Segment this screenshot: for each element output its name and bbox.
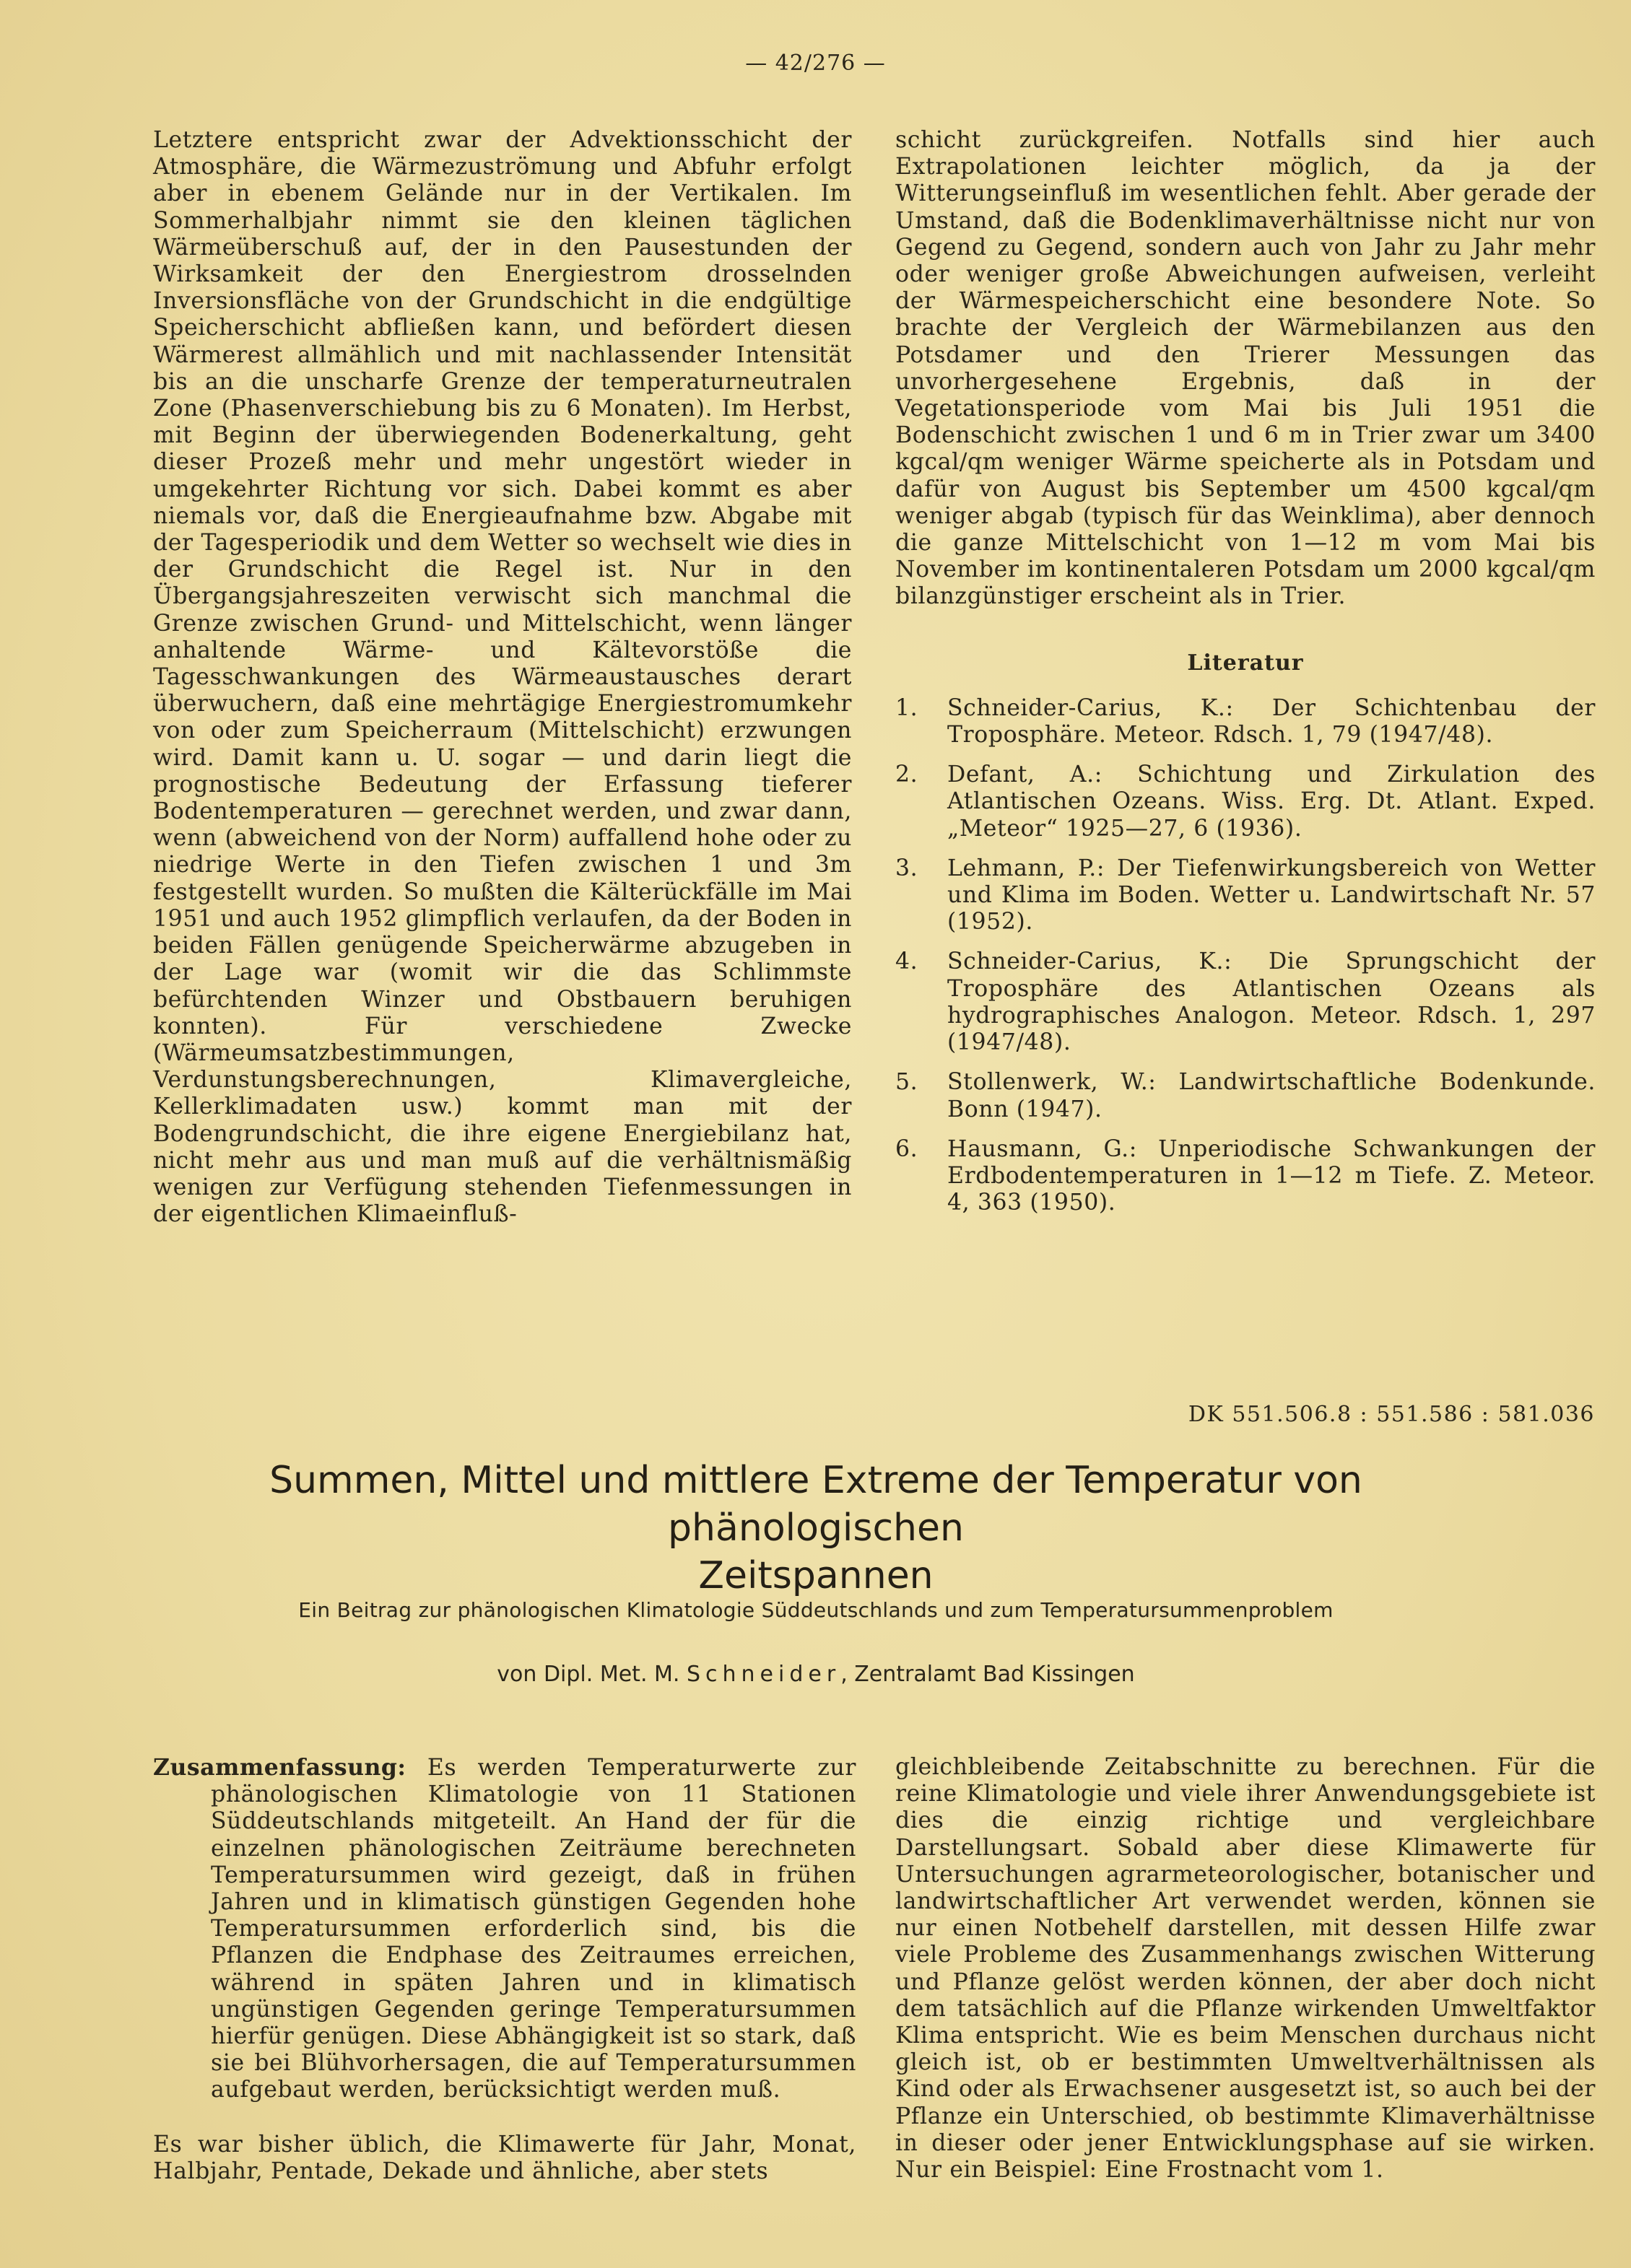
reference-number: 6.	[895, 1135, 918, 1162]
page-number: — 42/276 —	[745, 51, 886, 76]
abstract-label: Zusammenfassung:	[153, 1754, 406, 1781]
body-paragraph: Letztere entspricht zwar der Advektionsschicht der Atmosphäre, die Wärmezuströmung und Abfuhr erfolgt aber in ebenem Gelände nur in der Vertikalen. Im Sommerhalbjahr nimmt sie den kleinen täglichen Wärmeüberschuß auf, der in den Pausestunden der Wirksamkeit der den Energiestrom drosselnden Inversionsfläche von der Grundschicht in die endgültige Speicherschicht abfließen kann, und befördert diesen Wärmerest allmählich und mit nachlassender Intensität bis an die unscharfe Grenze der temperaturneutralen Zone (Phasenverschiebung bis zu 6 Monaten). Im Herbst, mit Beginn der überwiegenden Bodenerkaltung, geht dieser Prozeß mehr und mehr ungestört wieder in umgekehrter Richtung vor sich. Dabei kommt es aber niemals vor, daß die Energieaufnahme bzw. Abgabe mit der Tagesperiodik und dem Wetter so wechselt wie dies in der Grundschicht die Regel ist. Nur in den Übergangsjahreszeiten verwischt sich manchmal die Grenze zwischen Grund- und Mittelschicht, wenn länger anhaltende Wärme- und Kältevorstöße die Tagesschwankungen des Wärmeaustausches derart überwuchern, daß eine mehrtägige Energiestromumkehr von oder zum Speicherraum (Mittelschicht) erzwungen wird. Damit kann u. U. sogar — und darin liegt die prognostische Bedeutung der Erfassung tieferer Bodentemperaturen — gerechnet werden, und zwar dann, wenn (abweichend von der Norm) auffallend hohe oder zu niedrige Werte in den Tiefen zwischen 1 und 3m festgestellt wurden. So mußten die Kälterückfälle im Mai 1951 und auch 1952 glimpflich verlaufen, da der Boden in beiden Fällen genügende Speicherwärme abzugeben in der Lage war (womit wir die das Schlimmste befürchtenden Winzer und Obstbauern beruhigen konnten). Für verschiedene Zwecke (Wärmeumsatzbestimmungen, Verdunstungsberechnungen, Klimavergleiche, Kellerklimadaten usw.) kommt man mit der Bodengrundschicht, die ihre eigene Energiebilanz hat, nicht mehr aus und man muß auf die verhältnismäßig wenigen zur Verfügung stehenden Tiefenmessungen in der eigentlichen Klimaeinfluß-	[153, 127, 852, 1228]
reference-item	[895, 1136, 1596, 1217]
top-left-column	[153, 127, 852, 1228]
bottom-left-column	[153, 1754, 856, 2185]
reference-item	[895, 1069, 1596, 1122]
body-paragraph: schicht zurückgreifen. Notfalls sind hier auch Extrapolationen leichter möglich, da ja der Witterungseinfluß im wesentlichen fehlt. Aber gerade der Umstand, daß die Bodenklimaverhältnisse nicht nur von Gegend zu Gegend, sondern auch von Jahr zu Jahr mehr oder weniger große Abweichungen aufweisen, verleiht der Wärmespeicherschicht eine besondere Note. So brachte der Vergleich der Wärmebilanzen aus den Potsdamer und den Trierer Messungen das unvorhergesehene Ergebnis, daß in der Vegetationsperiode vom Mai bis Juli 1951 die Bodenschicht zwischen 1 und 6 m in Trier zwar um 3400 kgcal/qm weniger Wärme speicherte als in Potsdam und dafür von August bis September um 4500 kgcal/qm weniger abgab (typisch für das Weinklima), aber dennoch die ganze Mittelschicht von 1—12 m vom Mai bis November im kontinentaleren Potsdam um 2000 kgcal/qm bilanzgünstiger erscheint als in Trier.	[895, 127, 1596, 610]
reference-text: Defant, A.: Schichtung und Zirkulation des Atlantischen Ozeans. Wiss. Erg. Dt. Atlant. Exped. „Meteor“ 1925—27, 6 (1936).	[947, 762, 1596, 842]
article-title-line: Summen, Mittel und mittlere Extreme der Temperatur von phänologischen	[269, 1459, 1362, 1550]
byline-prefix: von Dipl. Met. M.	[497, 1662, 680, 1687]
body-paragraph: Es war bisher üblich, die Klimawerte für Jahr, Monat, Halbjahr, Pentade, Dekade und ähnliche, aber stets	[153, 2131, 856, 2184]
literature-heading: Literatur	[1187, 650, 1304, 676]
reference-item	[895, 762, 1596, 842]
top-right-column	[895, 127, 1596, 1229]
author-name: Schneider	[686, 1662, 841, 1687]
reference-item	[895, 948, 1596, 1056]
abstract	[153, 1754, 856, 2104]
bottom-right-column	[895, 1754, 1596, 2184]
reference-number: 1.	[895, 694, 918, 721]
reference-text: Schneider-Carius, K.: Der Schichtenbau der Troposphäre. Meteor. Rdsch. 1, 79 (1947/48).	[947, 694, 1596, 749]
reference-number: 5.	[895, 1069, 918, 1096]
dk-classification: DK 551.506.8 : 551.586 : 581.036	[1188, 1402, 1595, 1427]
reference-number: 4.	[895, 948, 918, 975]
article-subtitle: Ein Beitrag zur phänologischen Klimatologie Süddeutschlands und zum Temperatursummenproblem	[298, 1598, 1334, 1622]
reference-text: Hausmann, G.: Unperiodische Schwankungen der Erdbodentemperaturen in 1—12 m Tiefe. Z. Meteor. 4, 363 (1950).	[947, 1135, 1596, 1216]
body-paragraph: gleichbleibende Zeitabschnitte zu berechnen. Für die reine Klimatologie und viele ihrer Anwendungsgebiete ist dies die einzig richtige und vergleichbare Darstellungsart. Sobald aber diese Klimawerte für Untersuchungen agrarmeteorologischer, botanischer und landwirtschaftlicher Art verwendet werden, können sie nur einen Notbehelf darstellen, mit dessen Hilfe zwar viele Probleme des Zusammenhangs zwischen Witterung und Pflanze gelöst werden können, der aber doch nicht dem tatsächlich auf die Pflanze wirkenden Umweltfaktor Klima entspricht. Wie es beim Menschen durchaus nicht gleich ist, ob er bestimmten Umweltverhältnissen als Kind oder als Erwachsener ausgesetzt ist, so auch bei der Pflanze ein Unterschied, ob bestimmte Klimaverhältnisse in dieser oder jener Entwicklungsphase auf sie wirken. Nur ein Beispiel: Eine Frostnacht vom 1.	[895, 1754, 1596, 2184]
reference-text: Lehmann, P.: Der Tiefenwirkungsbereich von Wetter und Klima im Boden. Wetter u. Landwirtschaft Nr. 57 (1952).	[947, 855, 1596, 935]
reference-number: 2.	[895, 762, 918, 788]
article-title-line: Zeitspannen	[698, 1554, 934, 1597]
reference-item	[895, 695, 1596, 749]
reference-text: Schneider-Carius, K.: Die Sprungschicht der Troposphäre des Atlantischen Ozeans als hydrographisches Analogon. Meteor. Rdsch. 1, 297 (1947/48).	[947, 948, 1596, 1056]
reference-text: Stollenwerk, W.: Landwirtschaftliche Bodenkunde. Bonn (1947).	[947, 1069, 1596, 1122]
reference-list	[895, 695, 1596, 1216]
reference-item	[895, 855, 1596, 936]
byline-affiliation: , Zentralamt Bad Kissingen	[840, 1662, 1135, 1687]
reference-number: 3.	[895, 855, 918, 881]
author-byline	[116, 1662, 1516, 1687]
article-title	[116, 1457, 1516, 1600]
abstract-text: Es werden Temperaturwerte zur phänologischen Klimatologie von 11 Stationen Süddeutschlands mitgeteilt. An Hand der für die einzelnen phänologischen Zeiträume berechneten Temperatursummen wird gezeigt, daß in frühen Jahren und in klimatisch günstigen Gegenden hohe Temperatursummen erforderlich sind, bis die Pflanzen die Endphase des Zeitraumes erreichen, während in späten Jahren und in klimatisch ungünstigen Gegenden geringe Temperatursummen hierfür genügen. Diese Abhängigkeit ist so stark, daß sie bei Blühvorhersagen, die auf Temperatursummen aufgebaut werden, berücksichtigt werden muß.	[211, 1755, 856, 2103]
